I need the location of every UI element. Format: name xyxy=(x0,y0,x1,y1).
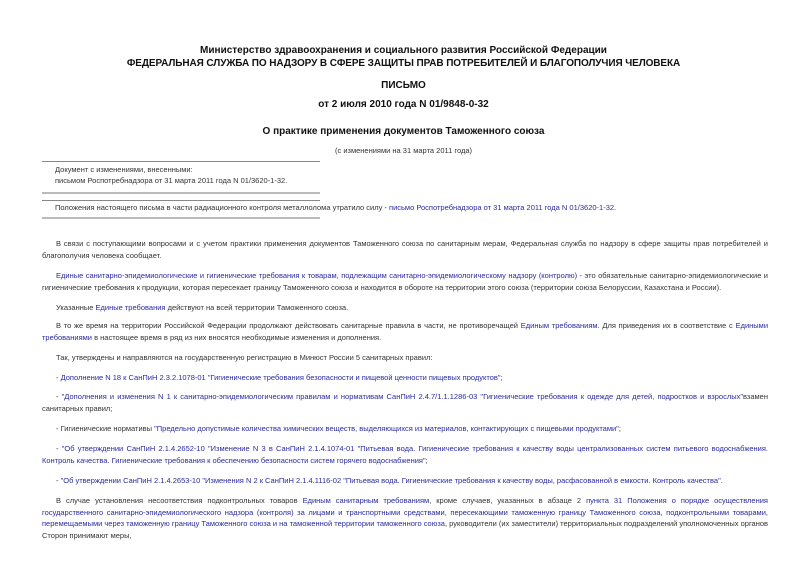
unified-requirements-link[interactable]: Единым санитарным требованиям xyxy=(302,496,430,505)
unified-requirements-link[interactable]: Едиными требованиями xyxy=(42,321,769,342)
regulation-link[interactable]: пункта 31 Положения о порядке осуществления государственного санитарно-эпидемиологического надзора (контроля) за лицами и транспортными средствами, пересекающими таможенную границу Таможенного союза, подконтрольными товарами, перемещаемыми через таможенную границу Таможенного союза и на таможенной территории таможенного союза xyxy=(42,496,768,528)
sanpin-link[interactable]: - Дополнение N 18 к СанПиН 2.3.2.1078-01 "Гигиенические требования безопасности и пищевой ценности пищевых продуктов" xyxy=(56,373,501,382)
paragraph xyxy=(42,302,768,314)
paragraph-text: В то же время на территории Российской Федерации продолжают действовать санитарные правила в части, не противоречащей xyxy=(56,321,521,330)
paragraph-text: . xyxy=(720,476,723,485)
paragraph: Так, утверждены и направляются на государственную регистрацию в Минюст России 5 санитарных правил: xyxy=(56,353,433,362)
paragraph-text: , кроме случаев, указанных в абзаце 2 xyxy=(429,496,587,505)
norms-link[interactable]: "Предельно допустимые количества химических веществ, выделяющихся из материалов, контактирующих с пищевыми продуктами" xyxy=(154,424,619,433)
paragraph-text: взамен санитарных правил; xyxy=(42,392,768,413)
repeal-text: Положения настоящего письма в части радиационного контроля металлолома утратило силу - xyxy=(55,203,390,212)
paragraph-text: Указанные xyxy=(56,303,96,312)
paragraph-text: - xyxy=(56,476,61,485)
sanpin-link[interactable]: "Об утверждении СанПиН 2.1.4.2652-10 "Изменение N 3 в СанПиН 2.1.4.1074-01 "Питьевая вода. Гигиенические требования к качеству воды централизованных систем питьевого водоснабжения. Контроль качества. Гигиенические требования к обеспечению безопасности систем горячего водоснабжения" xyxy=(42,444,768,465)
paragraph-text: действуют на всей территории Таможенного союза. xyxy=(165,303,349,312)
document-date-number: от 2 июля 2010 года N 01/9848-0-32 xyxy=(318,99,489,110)
list-item xyxy=(42,391,768,414)
paragraph-text: В случае установления несоответствия подконтрольных товаров xyxy=(56,496,303,505)
repeal-link[interactable]: письмо Роспотребнадзора от 31 марта 2011 года N 01/3620-1-32. xyxy=(389,203,617,212)
list-item xyxy=(42,475,768,487)
list-item xyxy=(42,423,768,435)
unified-requirements-link[interactable]: Единые санитарно-эпидемиологические и гигиенические требования к товарам, подлежащим санитарно-эпидемиологическому надзору (контролю) xyxy=(56,271,578,280)
ministry-name: Министерство здравоохранения и социального развития Российской Федерации xyxy=(200,45,607,56)
document-title: О практике применения документов Таможенного союза xyxy=(262,126,545,137)
divider xyxy=(42,161,320,162)
changes-label: Документ с изменениями, внесенными: xyxy=(55,165,193,174)
paragraph-text: . Для приведения их в соответствие с xyxy=(597,321,736,330)
list-item xyxy=(42,372,768,384)
divider xyxy=(42,192,320,194)
unified-requirements-link[interactable]: Единые требования xyxy=(95,303,166,312)
paragraph-text: - Гигиенические нормативы xyxy=(56,424,155,433)
list-item xyxy=(42,443,768,466)
repeal-note xyxy=(55,203,616,212)
unified-requirements-link[interactable]: Единым требованиям xyxy=(520,321,598,330)
paragraph-text: ; xyxy=(425,455,428,465)
paragraph-text: в настоящее время в ряд из них вносятся необходимые изменения и дополнения. xyxy=(91,332,382,342)
paragraph-text: ; xyxy=(500,373,503,382)
paragraph-text: , руководители (их заместители) территориальных подразделений уполномоченных органов Сторон принимают меры, xyxy=(42,519,768,540)
paragraph xyxy=(42,270,768,293)
sanpin-link[interactable]: "Дополнения и изменения N 1 к санитарно-эпидемиологическим правилам и нормативам СанПиН 2.4.7/1.1.1286-03 "Гигиенические требования к одежде для детей, подростков и взрослых" xyxy=(61,392,743,401)
paragraph xyxy=(42,320,768,343)
paragraph-text: - xyxy=(56,444,62,453)
paragraph-text: - xyxy=(56,392,62,401)
paragraph xyxy=(42,495,768,541)
paragraph-text: ; xyxy=(618,424,621,433)
divider xyxy=(42,217,320,219)
paragraph: В связи с поступающими вопросами и с учетом практики применения документов Таможенного союза по санитарным мерам, Федеральная служба по надзору в сфере защиты прав потребителей и благополучия человека сообщает. xyxy=(42,239,768,260)
sanpin-link[interactable]: "Об утверждении СанПиН 2.1.4.2653-10 "Изменения N 2 к СанПиН 2.1.4.1116-02 "Питьевая вода. Гигиенические требования к качеству воды, расфасованной в емкости. Контроль качества" xyxy=(60,476,721,485)
service-name: ФЕДЕРАЛЬНАЯ СЛУЖБА ПО НАДЗОРУ В СФЕРЕ ЗАЩИТЫ ПРАВ ПОТРЕБИТЕЛЕЙ И БЛАГОПОЛУЧИЯ ЧЕЛОВЕКА xyxy=(126,58,681,69)
document-type: ПИСЬМО xyxy=(381,80,426,91)
changes-link[interactable]: письмом Роспотребнадзора от 31 марта 2011 года N 01/3620-1-32. xyxy=(55,176,288,185)
paragraph-text: - это обязательные санитарно-эпидемиологические и гигиенические требования к продукции, которая пересекает границу Таможенного союза и находится в обороте на территории этого союза (территории союза Белоруссии, Казахстана и России). xyxy=(42,271,768,292)
revision-note: (с изменениями на 31 марта 2011 года) xyxy=(334,146,473,155)
divider xyxy=(42,200,320,201)
